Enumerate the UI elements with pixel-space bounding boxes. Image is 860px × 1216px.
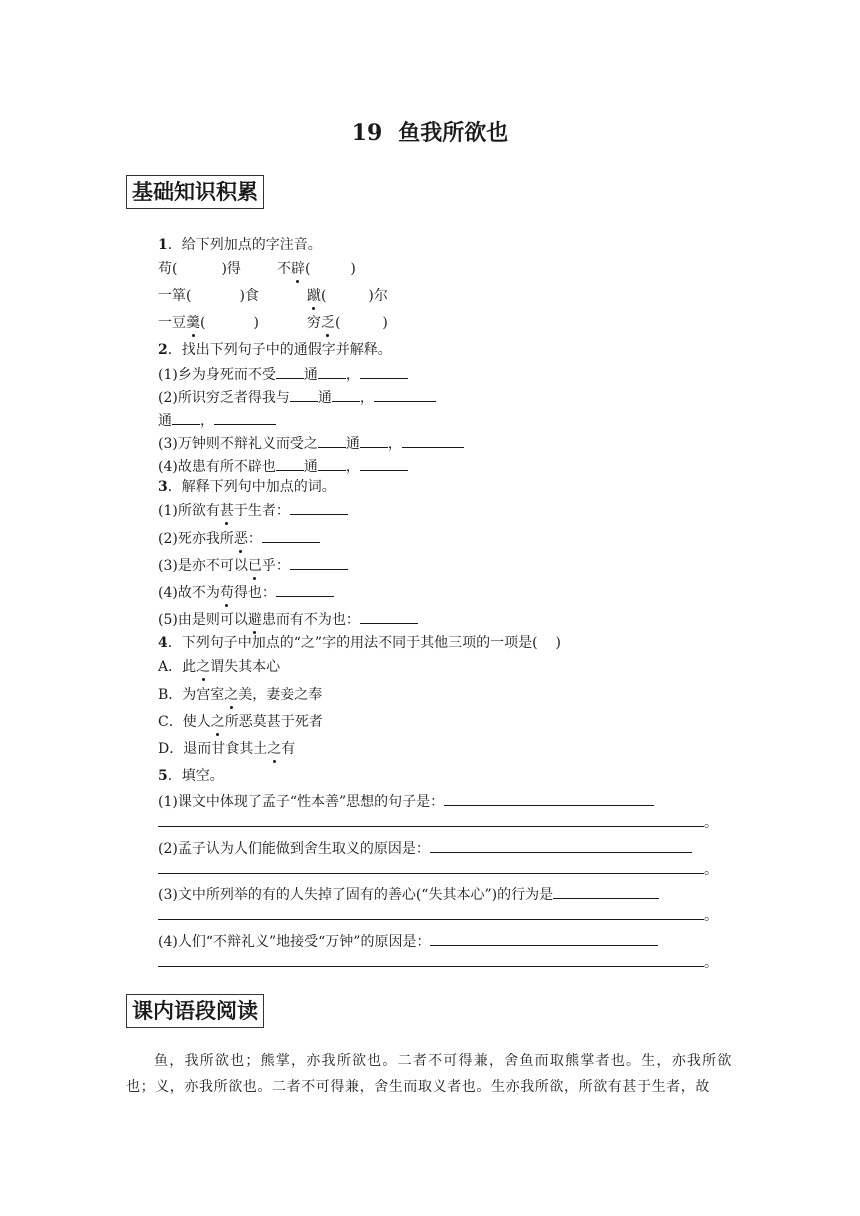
q2-stem: 2．找出下列句子中的通假字并解释。 — [158, 342, 392, 358]
q2-item-1: (1)乡为身死而不受 通 ， — [158, 364, 408, 384]
q5-item-3: (3)文中所列举的有的人失掉了固有的善心(“失其本心”)的行为是 — [158, 884, 659, 904]
q4-stem: 4．下列句子中加点的“之”字的用法不同于其他三项的一项是( ) — [158, 635, 561, 651]
q3-number: 3 — [158, 479, 168, 495]
q3-item-2: (2)死亦我所恶： — [158, 528, 320, 548]
page-title — [0, 116, 860, 147]
section-heading-reading: 课内语段阅读 — [126, 994, 264, 1028]
q4-option-a: A．此之谓失其本心 — [158, 659, 281, 675]
q2-item-3: (3)万钟则不辩礼义而受之 通 ， — [158, 433, 464, 453]
q3-item-3: (3)是亦不可以已乎： — [158, 555, 348, 575]
q4-text: 下列句子中加点的“之”字的用法不同于其他三项的一项是( — [181, 635, 538, 651]
q5-answer-line-2[interactable] — [158, 873, 704, 874]
q5-answer-line-3[interactable] — [158, 919, 704, 920]
q1-row-3: 一豆羹( ) 穷乏( ) — [158, 315, 388, 331]
reading-passage: 鱼，我所欲也；熊掌，亦我所欲也。二者不可得兼，舍鱼而取熊掌者也。生，亦我所欲也；义，亦我所欲也。二者不可得兼，舍生而取义者也。生亦我所欲，所欲有甚于生者，故 — [126, 1053, 732, 1095]
lesson-number: 19 — [351, 120, 383, 146]
q3-item-5: (5)由是则可以避患而有不为也： — [158, 609, 418, 629]
q2-item-2b: 通 ， — [158, 410, 276, 430]
q3-stem: 3．解释下列句中加点的词。 — [158, 479, 336, 495]
q5-stem: 5．填空。 — [158, 768, 224, 784]
q1-stem: 1．给下列加点的字注音。 — [158, 237, 322, 253]
q2-item-2: (2)所识穷乏者得我与 通 ， — [158, 387, 436, 407]
q1-number: 1 — [158, 237, 168, 253]
q1-row-1: 苟( )得 不辟( ) — [158, 261, 356, 277]
q5-answer-line-1[interactable] — [158, 826, 704, 827]
q5-end-mark-4: 。 — [704, 955, 718, 971]
q4-option-c: C．使人之所恶莫甚于死者 — [158, 714, 323, 730]
q3-item-4: (4)故不为苟得也： — [158, 582, 334, 602]
q4-option-d: D．退而甘食其土之有 — [158, 741, 296, 757]
q1-row-2: 一箪( )食 蹴( )尔 — [158, 288, 388, 304]
q5-text: 填空。 — [181, 768, 224, 784]
q4-number: 4 — [158, 635, 168, 651]
q5-item-4: (4)人们“不辩礼义”地接受“万钟”的原因是： — [158, 931, 658, 951]
q3-text: 解释下列句中加点的词。 — [181, 479, 336, 495]
q5-answer-line-4[interactable] — [158, 966, 704, 967]
q1-text: 给下列加点的字注音。 — [181, 237, 322, 253]
q5-item-2: (2)孟子认为人们能做到舍生取义的原因是： — [158, 838, 692, 858]
section-heading-basics: 基础知识积累 — [126, 175, 264, 209]
lesson-title: 鱼我所欲也 — [398, 120, 509, 146]
q4-option-b: B．为宫室之美，妻妾之奉 — [158, 687, 323, 703]
q2-text: 找出下列句子中的通假字并解释。 — [181, 342, 392, 358]
q2-item-4: (4)故患有所不辟也 通 ， — [158, 456, 408, 476]
q5-end-mark-1: 。 — [704, 815, 718, 831]
q3-item-1: (1)所欲有甚于生者： — [158, 500, 348, 520]
q5-item-1: (1)课文中体现了孟子“性本善”思想的句子是： — [158, 791, 654, 811]
q2-number: 2 — [158, 342, 168, 358]
q5-end-mark-3: 。 — [704, 908, 718, 924]
q5-number: 5 — [158, 768, 168, 784]
q5-end-mark-2: 。 — [704, 862, 718, 878]
